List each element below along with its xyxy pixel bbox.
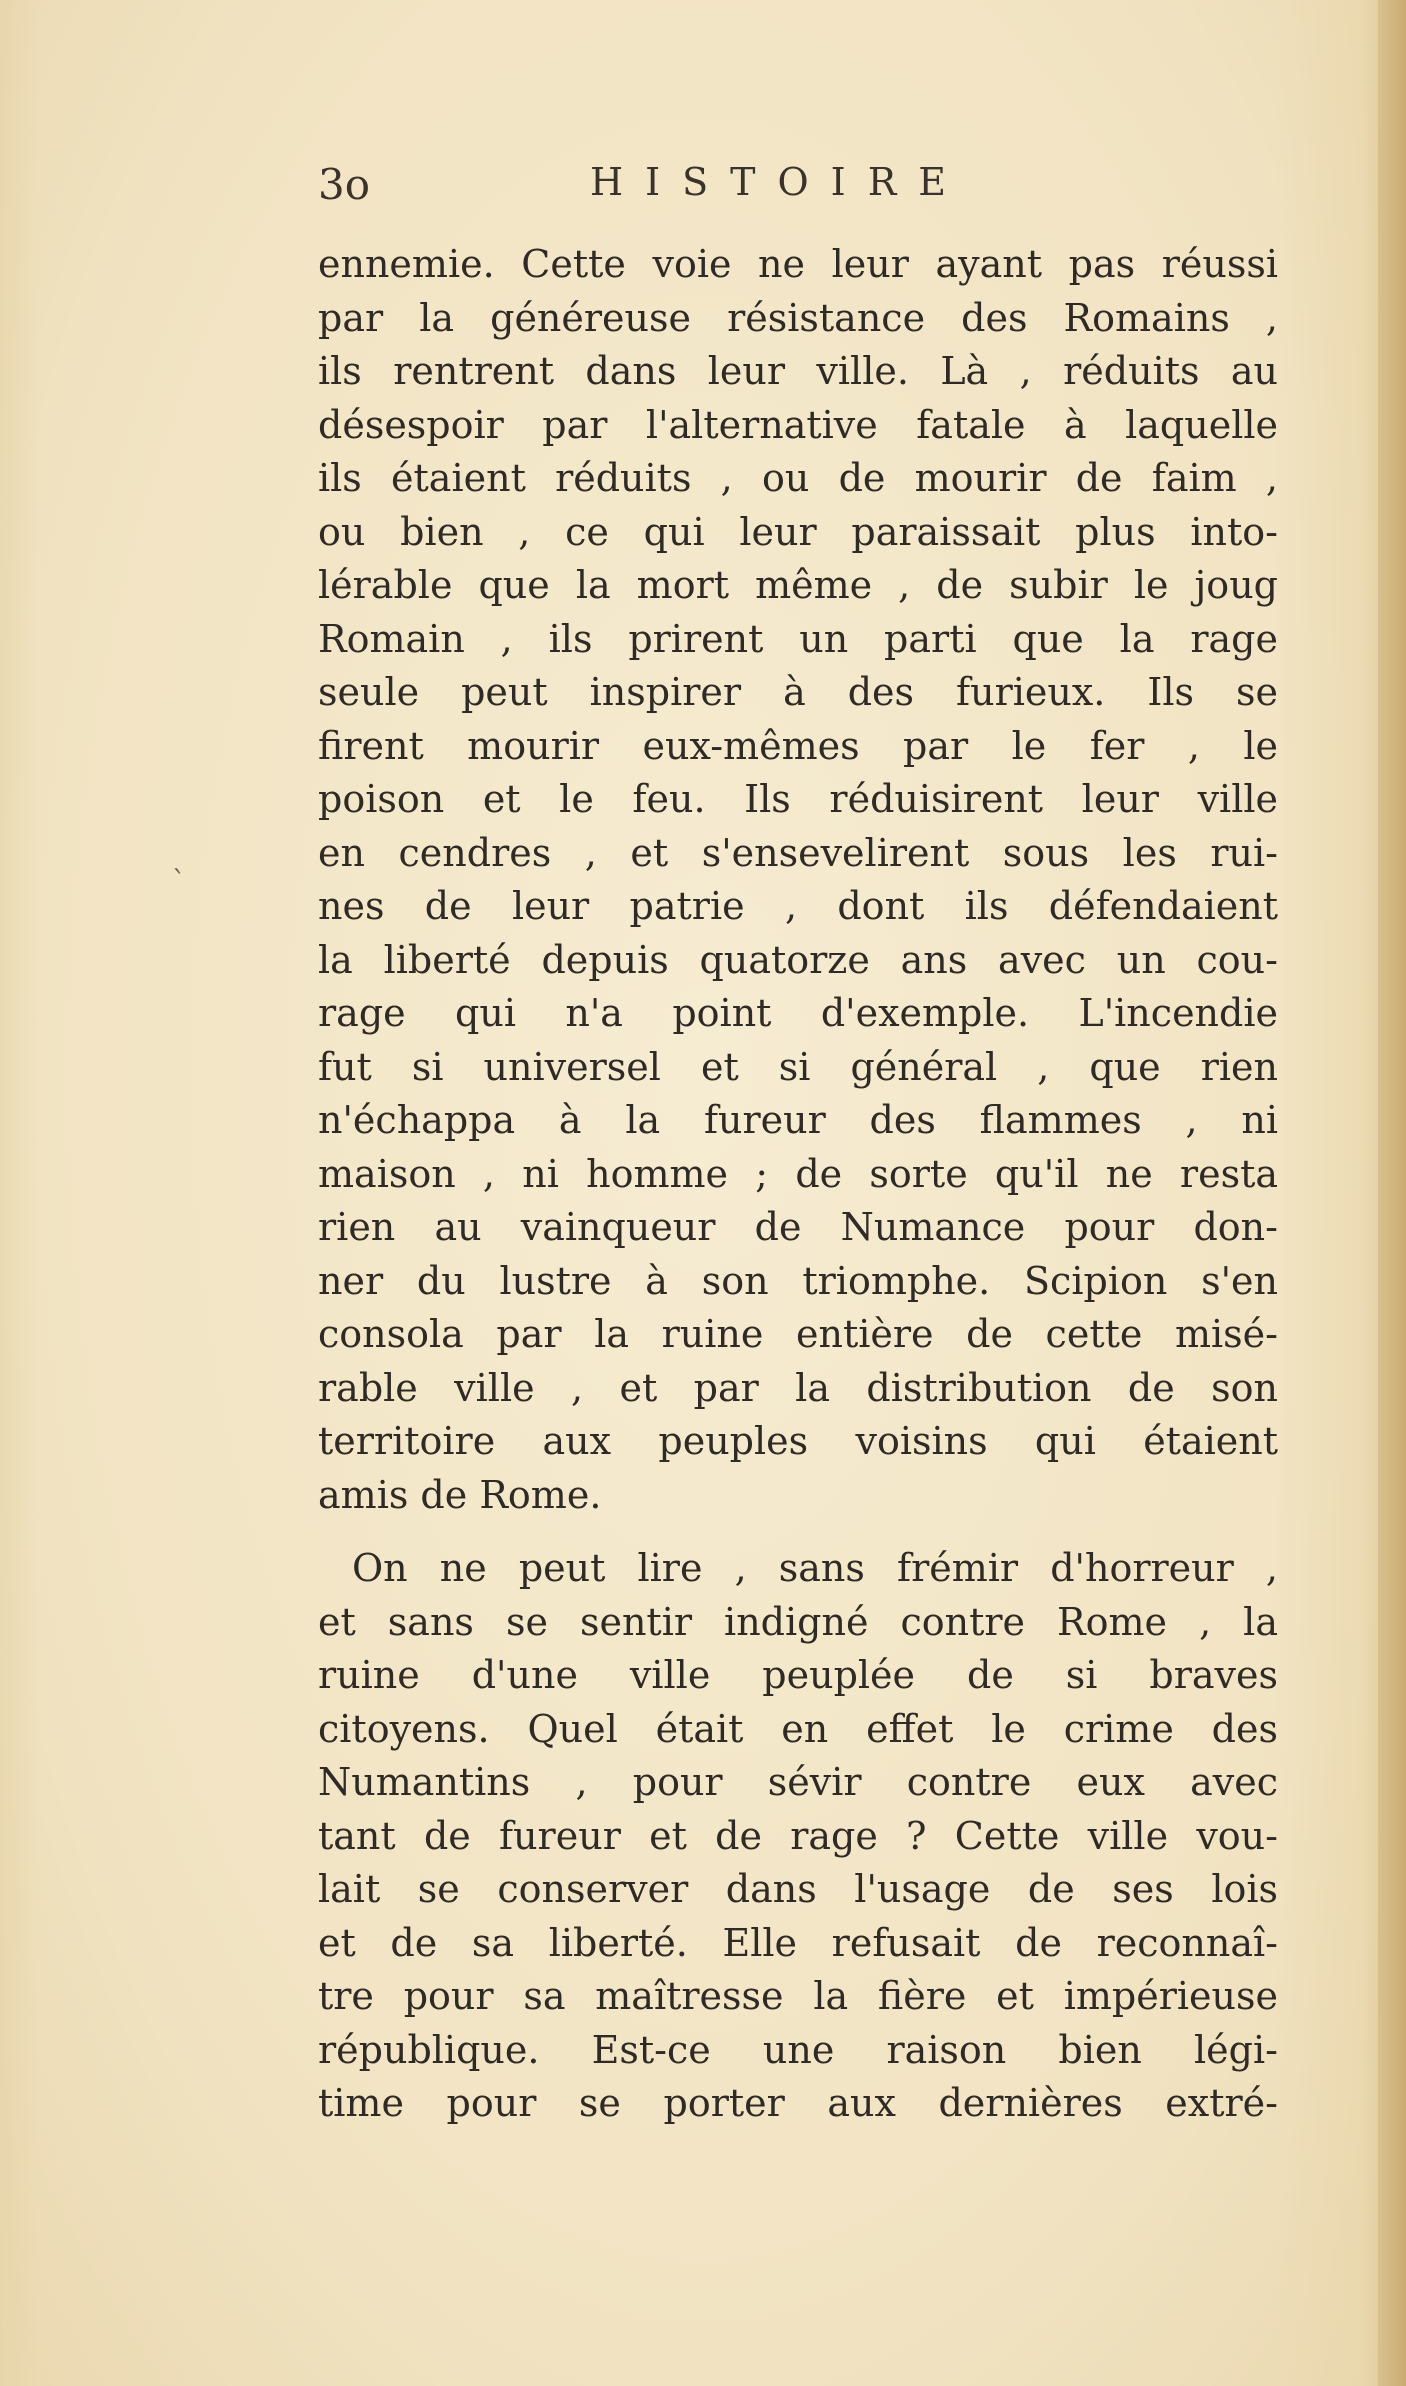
text-line: rage qui n'a point d'exemple. L'incendie <box>318 991 1278 1035</box>
text-line: lérable que la mort même , de subir le joug <box>318 563 1278 607</box>
text-line: seule peut inspirer à des furieux. Ils se <box>318 670 1278 714</box>
margin-mark: ` <box>172 865 186 898</box>
paragraph-2 <box>318 1542 1278 2131</box>
text-line: et sans se sentir indigné contre Rome , la <box>318 1599 1278 1644</box>
text-line: ner du lustre à son triomphe. Scipion s'en <box>318 1258 1278 1303</box>
text-line: tant de fureur et de rage ? Cette ville vou- <box>318 1813 1278 1858</box>
paragraph-gap <box>318 1522 1278 1542</box>
page-header <box>318 160 1278 220</box>
text-line: amis de Rome. <box>318 1472 602 1517</box>
text-line: Numantins , pour sévir contre eux avec <box>318 1760 1278 1804</box>
text-line: rien au vainqueur de Numance pour don- <box>318 1205 1278 1249</box>
page-number: 3o <box>318 160 371 209</box>
text-line: en cendres , et s'ensevelirent sous les rui- <box>318 830 1278 875</box>
text-line: ils étaient réduits , ou de mourir de faim , <box>318 456 1278 500</box>
text-line: rable ville , et par la distribution de son <box>318 1365 1278 1410</box>
text-line: lait se conserver dans l'usage de ses lois <box>318 1867 1278 1911</box>
text-line: fut si universel et si général , que rien <box>318 1044 1278 1089</box>
text-line: république. Est-ce une raison bien légi- <box>318 2027 1278 2072</box>
page-edge-shadow <box>1378 0 1406 2386</box>
text-line: citoyens. Quel était en effet le crime des <box>318 1706 1278 1751</box>
text-line: time pour se porter aux dernières extré- <box>318 2081 1278 2125</box>
text-line: nes de leur patrie , dont ils défendaient <box>318 884 1278 928</box>
text-line: maison , ni homme ; de sorte qu'il ne resta <box>318 1151 1278 1196</box>
text-line: ils rentrent dans leur ville. Là , réduits au <box>318 349 1278 393</box>
body-text <box>318 238 1278 2131</box>
text-line: territoire aux peuples voisins qui étaient <box>318 1419 1278 1463</box>
text-line: ou bien , ce qui leur paraissait plus into- <box>318 509 1278 554</box>
paragraph-1 <box>318 238 1278 1522</box>
text-line: On ne peut lire , sans frémir d'horreur , <box>352 1546 1278 1590</box>
text-line: consola par la ruine entière de cette misé- <box>318 1312 1278 1356</box>
text-line: ruine d'une ville peuplée de si braves <box>318 1653 1278 1697</box>
text-line: désespoir par l'alternative fatale à laquelle <box>318 402 1278 447</box>
text-line: poison et le feu. Ils réduisirent leur ville <box>318 777 1278 821</box>
text-line: Romain , ils prirent un parti que la rage <box>318 616 1278 661</box>
text-line: n'échappa à la fureur des flammes , ni <box>318 1098 1278 1142</box>
text-line: firent mourir eux-mêmes par le fer , le <box>318 723 1278 768</box>
text-line: et de sa liberté. Elle refusait de reconnaî- <box>318 1920 1278 1965</box>
text-line: par la généreuse résistance des Romains , <box>318 295 1278 340</box>
text-line: ennemie. Cette voie ne leur ayant pas réussi <box>318 242 1278 286</box>
text-line: la liberté depuis quatorze ans avec un cou- <box>318 937 1278 982</box>
running-title: HISTOIRE <box>590 160 969 204</box>
text-line: tre pour sa maîtresse la fière et impérieuse <box>318 1974 1278 2018</box>
